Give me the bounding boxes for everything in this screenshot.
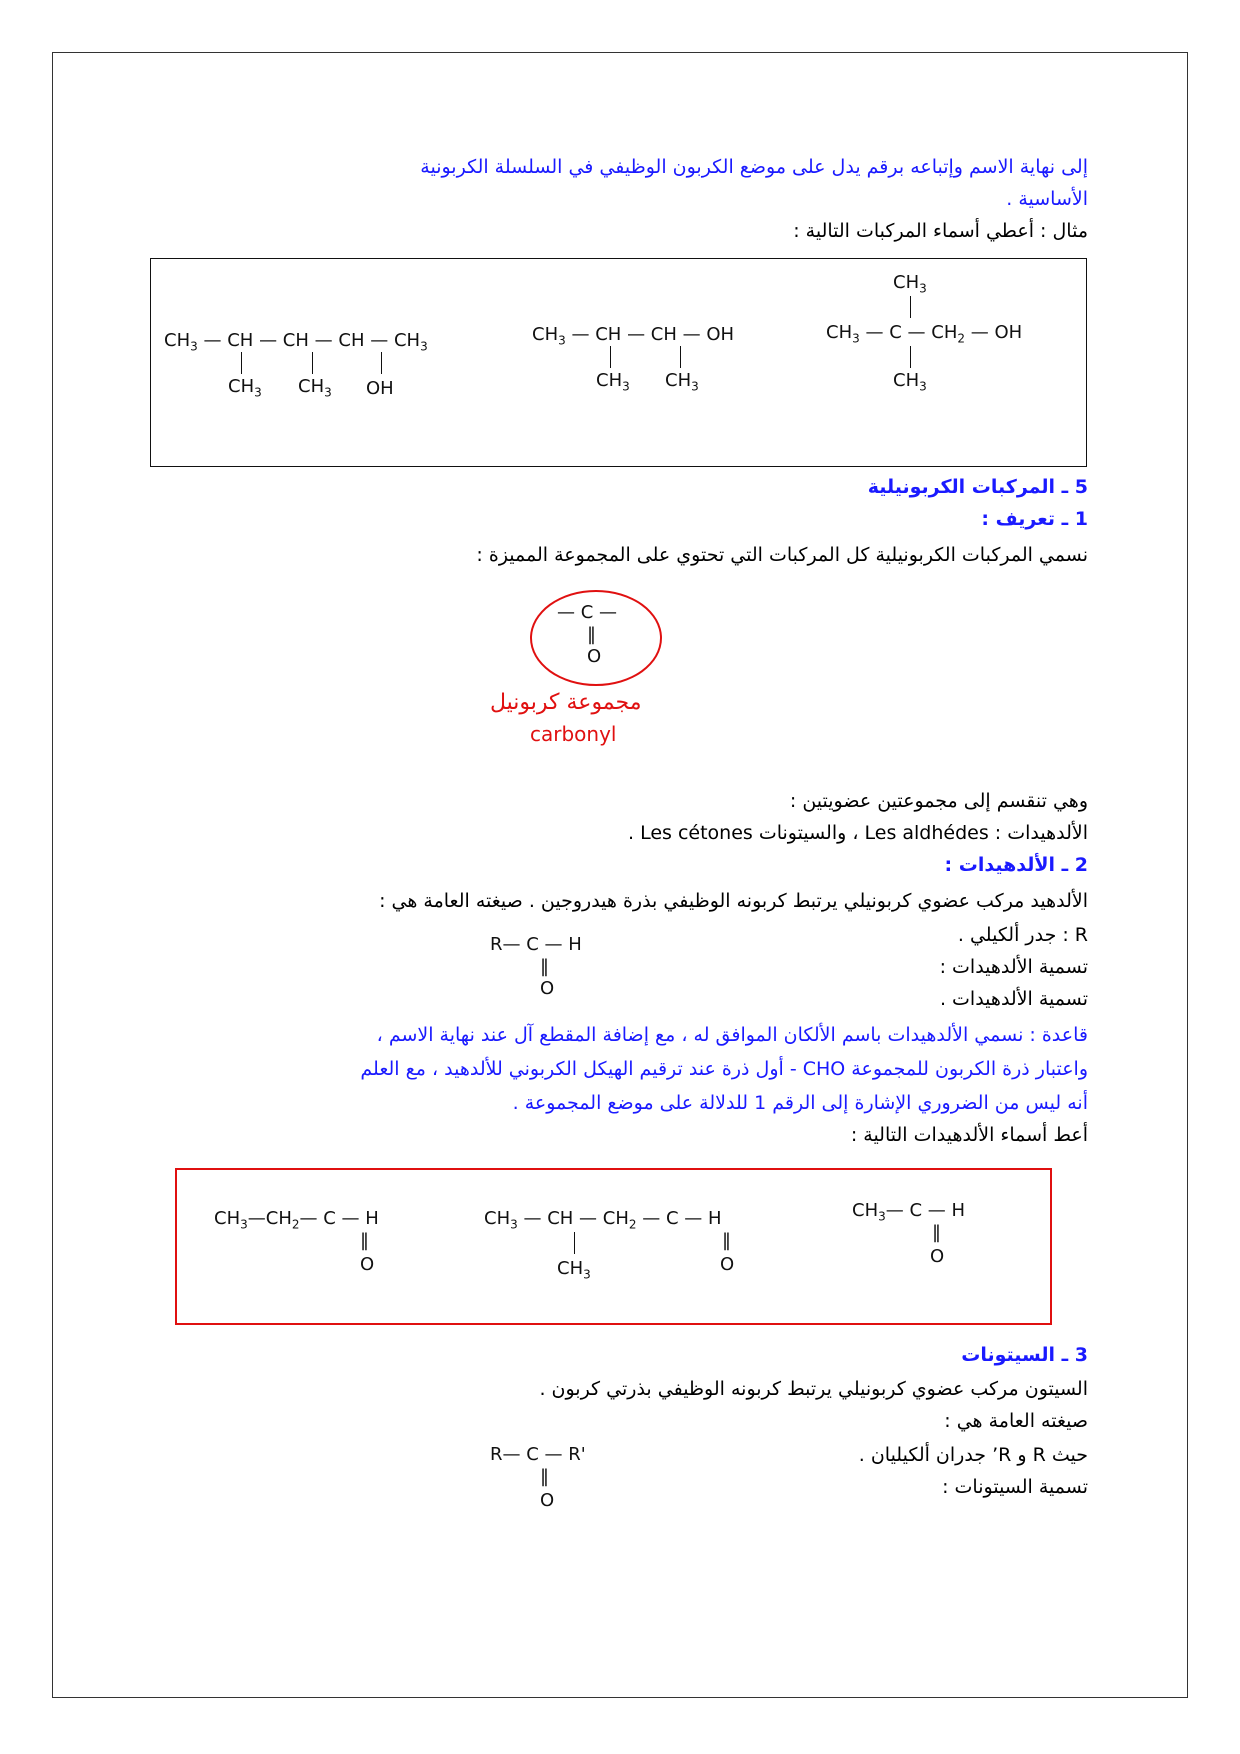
carbonyl-label-ar: مجموعة كربونيل xyxy=(490,690,642,715)
example-instruction: مثال : أعطي أسماء المركبات التالية : xyxy=(793,220,1088,242)
alcohol-3-main-chain: $CH_3$ — C — $CH_2$ — OH xyxy=(826,322,1023,346)
ketones-naming: تسمية السيتونات : xyxy=(942,1476,1088,1498)
aldehyde-general-o: O xyxy=(540,978,555,999)
aldehydes-naming-2: تسمية الألدهيدات . xyxy=(939,988,1088,1010)
definition-text: نسمي المركبات الكربونيلية كل المركبات التي تحتوي على المجموعة المميزة : xyxy=(476,544,1088,566)
aldehyde-2-o: O xyxy=(720,1254,735,1275)
alcohol-2-substituent-ch3-b: $CH_3$ xyxy=(665,370,699,394)
alcohol-2-main-chain: $CH_3$ — CH — CH — OH xyxy=(532,324,735,348)
alcohol-1-substituent-ch3-b: $CH_3$ xyxy=(298,376,332,400)
aldehyde-2: $CH_3$ — CH — $CH_2$ — C — H xyxy=(484,1208,722,1232)
aldehyde-3: $CH_3—$ C — H xyxy=(852,1200,966,1224)
aldehydes-r-definition: R : جدر ألكيلي . xyxy=(957,924,1088,946)
ketones-r-definition: حيث R و R’ جدران ألكيليان . xyxy=(858,1444,1088,1466)
rule-line-2: واعتبار ذرة الكربون للمجموعة CHO - أول ذرة عند ترقيم الهيكل الكربوني للألدهيد ، مع العلم xyxy=(360,1058,1088,1080)
carbonyl-double-bond: ‖ xyxy=(587,624,596,645)
split-text: وهي تنقسم إلى مجموعتين عضويتين : xyxy=(789,790,1088,812)
intro-line-2: الأساسية . xyxy=(1006,188,1088,210)
alcohol-1-substituent-ch3-a: $CH_3$ xyxy=(228,376,262,400)
rule-line-3: أنه ليس من الضروري الإشارة إلى الرقم 1 للدلالة على موضع المجموعة . xyxy=(512,1092,1088,1114)
alcohol-3-top-ch3: $CH_3$ xyxy=(893,272,927,296)
families-text: الألدهيدات : Les aldhédes ، والسيتونات Les cétones . xyxy=(627,822,1088,844)
alcohol-2-substituent-ch3-a: $CH_3$ xyxy=(596,370,630,394)
ketones-formula-label: صيغته العامة هي : xyxy=(944,1410,1088,1432)
alcohol-1-substituent-oh: OH xyxy=(366,378,394,399)
ketones-definition: السيتون مركب عضوي كربونيلي يرتبط كربونه الوظيفي بذرتي كربون . xyxy=(539,1378,1088,1400)
aldehydes-naming-1: تسمية الألدهيدات : xyxy=(939,956,1088,978)
aldehyde-1-o: O xyxy=(360,1254,375,1275)
aldehydes-definition: الألدهيد مركب عضوي كربونيلي يرتبط كربونه الوظيفي بذرة هيدروجين . صيغته العامة هي : xyxy=(379,890,1088,912)
section5-title: 5 ـ المركبات الكربونيلية xyxy=(867,476,1088,498)
intro-line-1: إلى نهاية الاسم وإتباعه برقم يدل على موضع الكربون الوظيفي في السلسلة الكربونية xyxy=(420,156,1088,178)
alcohol-3-bottom-ch3: $CH_3$ xyxy=(893,370,927,394)
aldehyde-structures-box xyxy=(175,1168,1052,1325)
aldehyde-general-formula: R— C — H xyxy=(490,934,582,955)
aldehyde-1: $CH_3—CH_2—$ C — H xyxy=(214,1208,379,1232)
carbonyl-c: — C — xyxy=(557,602,618,623)
ketone-general-formula: R— C — R' xyxy=(490,1444,586,1465)
carbonyl-o: O xyxy=(587,646,602,667)
aldehyde-2-ch3: $CH_3$ xyxy=(557,1258,591,1282)
alcohol-1-main-chain: $CH_3$ — CH — CH — CH — $CH_3$ xyxy=(164,330,428,354)
rule-line-1: قاعدة : نسمي الألدهيدات باسم الألكان الموافق له ، مع إضافة المقطع آل عند نهاية الاسم ، xyxy=(376,1024,1088,1046)
ketones-title: 3 ـ السيتونات xyxy=(961,1344,1088,1366)
aldehydes-title: 2 ـ الألدهيدات : xyxy=(944,854,1088,876)
aldehyde-3-o: O xyxy=(930,1246,945,1267)
carbonyl-label-en: carbonyl xyxy=(530,722,617,746)
definition-title: 1 ـ تعريف : xyxy=(981,508,1088,530)
alcohol-structures-box xyxy=(150,258,1087,467)
aldehydes-exercise: أعط أسماء الألدهيدات التالية : xyxy=(850,1124,1088,1146)
ketone-general-o: O xyxy=(540,1490,555,1511)
